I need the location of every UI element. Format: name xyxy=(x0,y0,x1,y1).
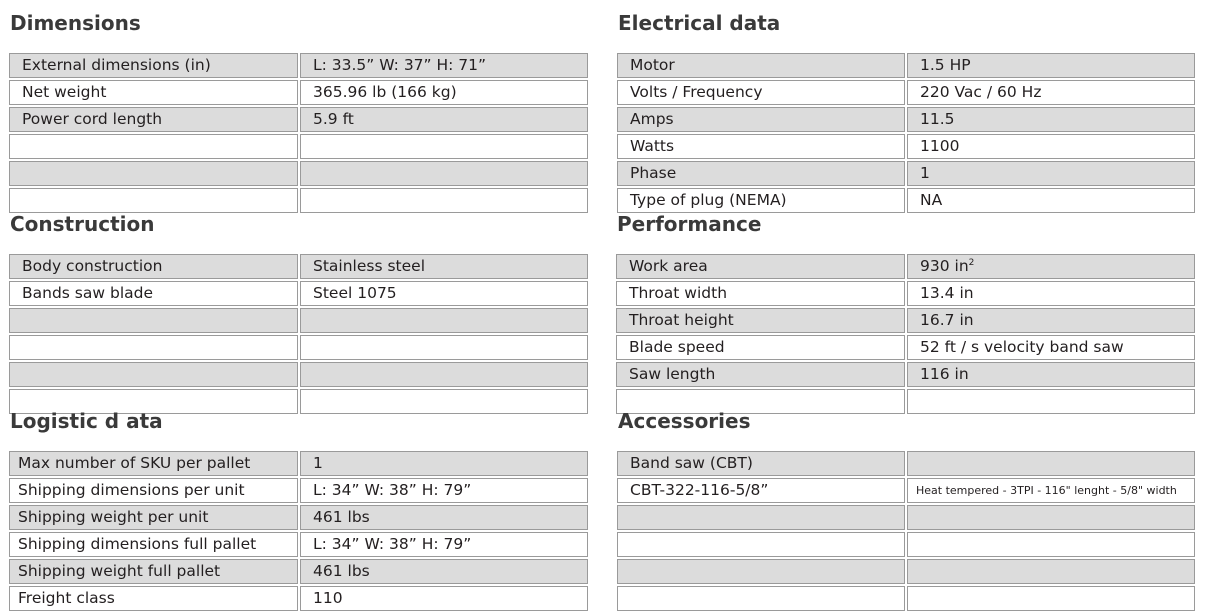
dimensions-table xyxy=(7,51,590,215)
table-row xyxy=(617,161,1195,186)
table-row xyxy=(9,559,588,584)
table-row xyxy=(616,335,1195,360)
spec-label: External dimensions (in) xyxy=(9,53,298,78)
spec-label: Shipping weight full pallet xyxy=(9,559,298,584)
table-row xyxy=(9,281,588,306)
construction-section xyxy=(9,209,590,416)
spec-label: Band saw (CBT) xyxy=(617,451,905,476)
spec-label: Shipping dimensions full pallet xyxy=(9,532,298,557)
spec-label: Phase xyxy=(617,161,905,186)
spec-value: 365.96 lb (166 kg) xyxy=(300,80,588,105)
spec-label xyxy=(617,505,905,530)
spec-label: Work area xyxy=(616,254,905,279)
electrical-table xyxy=(615,51,1197,215)
spec-label: Power cord length xyxy=(9,107,298,132)
spec-value: L: 33.5” W: 37” H: 71” xyxy=(300,53,588,78)
table-row xyxy=(9,478,588,503)
spec-label: Shipping dimensions per unit xyxy=(9,478,298,503)
table-row xyxy=(617,80,1195,105)
spec-label: CBT-322-116-5/8” xyxy=(617,478,905,503)
construction-title: Construction xyxy=(10,212,155,236)
spec-value: 11.5 xyxy=(907,107,1195,132)
dimensions-section xyxy=(9,8,590,215)
table-row xyxy=(616,254,1195,279)
accessories-section xyxy=(617,406,1197,613)
spec-value xyxy=(300,335,588,360)
spec-value xyxy=(907,505,1195,530)
table-row xyxy=(617,586,1195,611)
electrical-title: Electrical data xyxy=(618,11,781,35)
table-row xyxy=(617,451,1195,476)
spec-label: Throat width xyxy=(616,281,905,306)
spec-value xyxy=(300,134,588,159)
spec-label: Type of plug (NEMA) xyxy=(617,188,905,213)
table-row xyxy=(9,586,588,611)
spec-value: Heat tempered - 3TPI - 116" lenght - 5/8" width xyxy=(907,478,1195,503)
spec-value xyxy=(907,451,1195,476)
spec-value: 110 xyxy=(300,586,588,611)
table-row xyxy=(9,505,588,530)
spec-label: Net weight xyxy=(9,80,298,105)
table-row xyxy=(617,478,1195,503)
table-row xyxy=(9,308,588,333)
dimensions-title: Dimensions xyxy=(10,11,141,35)
spec-label xyxy=(617,559,905,584)
table-row xyxy=(616,281,1195,306)
spec-label: Freight class xyxy=(9,586,298,611)
work-area-superscript: 2 xyxy=(968,258,975,268)
spec-value: 16.7 in xyxy=(907,308,1195,333)
table-row xyxy=(616,308,1195,333)
spec-label: Bands saw blade xyxy=(9,281,298,306)
table-row xyxy=(9,362,588,387)
spec-value: NA xyxy=(907,188,1195,213)
table-row xyxy=(9,80,588,105)
spec-value: 1 xyxy=(907,161,1195,186)
performance-title: Performance xyxy=(617,212,762,236)
spec-label xyxy=(617,586,905,611)
electrical-section xyxy=(617,8,1197,215)
spec-value: 220 Vac / 60 Hz xyxy=(907,80,1195,105)
spec-label xyxy=(9,362,298,387)
table-row xyxy=(9,53,588,78)
spec-value: L: 34” W: 38” H: 79” xyxy=(300,532,588,557)
spec-value: 461 lbs xyxy=(300,505,588,530)
spec-value: L: 34” W: 38” H: 79” xyxy=(300,478,588,503)
table-row xyxy=(617,107,1195,132)
spec-value xyxy=(300,161,588,186)
spec-label: Volts / Frequency xyxy=(617,80,905,105)
spec-value: Stainless steel xyxy=(300,254,588,279)
spec-value: 116 in xyxy=(907,362,1195,387)
spec-label xyxy=(9,161,298,186)
table-row xyxy=(9,254,588,279)
performance-table xyxy=(614,252,1197,416)
table-row xyxy=(617,53,1195,78)
spec-value: 1100 xyxy=(907,134,1195,159)
table-row xyxy=(9,532,588,557)
spec-label: Saw length xyxy=(616,362,905,387)
spec-value: 1 xyxy=(300,451,588,476)
spec-label: Blade speed xyxy=(616,335,905,360)
spec-label xyxy=(9,335,298,360)
spec-value xyxy=(300,308,588,333)
spec-label: Watts xyxy=(617,134,905,159)
table-row xyxy=(9,107,588,132)
spec-value: 5.9 ft xyxy=(300,107,588,132)
performance-section xyxy=(616,209,1197,416)
spec-value xyxy=(907,532,1195,557)
work-area-value: 930 in xyxy=(920,257,969,275)
construction-table xyxy=(7,252,590,416)
accessories-title: Accessories xyxy=(618,409,751,433)
spec-label: Throat height xyxy=(616,308,905,333)
spec-value: 52 ft / s velocity band saw xyxy=(907,335,1195,360)
spec-value xyxy=(907,254,1195,279)
spec-value xyxy=(907,559,1195,584)
spec-label: Motor xyxy=(617,53,905,78)
table-row xyxy=(616,362,1195,387)
logistic-title: Logistic d ata xyxy=(10,409,163,433)
spec-label xyxy=(9,134,298,159)
table-row xyxy=(9,451,588,476)
table-row xyxy=(617,505,1195,530)
spec-label: Amps xyxy=(617,107,905,132)
spec-label xyxy=(9,308,298,333)
logistic-table xyxy=(7,449,590,613)
table-row xyxy=(9,335,588,360)
spec-label: Shipping weight per unit xyxy=(9,505,298,530)
table-row xyxy=(617,559,1195,584)
spec-value: 13.4 in xyxy=(907,281,1195,306)
spec-value: 461 lbs xyxy=(300,559,588,584)
table-row xyxy=(9,161,588,186)
spec-value: Steel 1075 xyxy=(300,281,588,306)
spec-label: Max number of SKU per pallet xyxy=(9,451,298,476)
spec-value: 1.5 HP xyxy=(907,53,1195,78)
spec-label: Body construction xyxy=(9,254,298,279)
logistic-section xyxy=(9,406,590,613)
accessories-table xyxy=(615,449,1197,613)
spec-value xyxy=(907,586,1195,611)
table-row xyxy=(617,532,1195,557)
spec-value xyxy=(300,362,588,387)
table-row xyxy=(9,134,588,159)
spec-label xyxy=(617,532,905,557)
table-row xyxy=(617,134,1195,159)
